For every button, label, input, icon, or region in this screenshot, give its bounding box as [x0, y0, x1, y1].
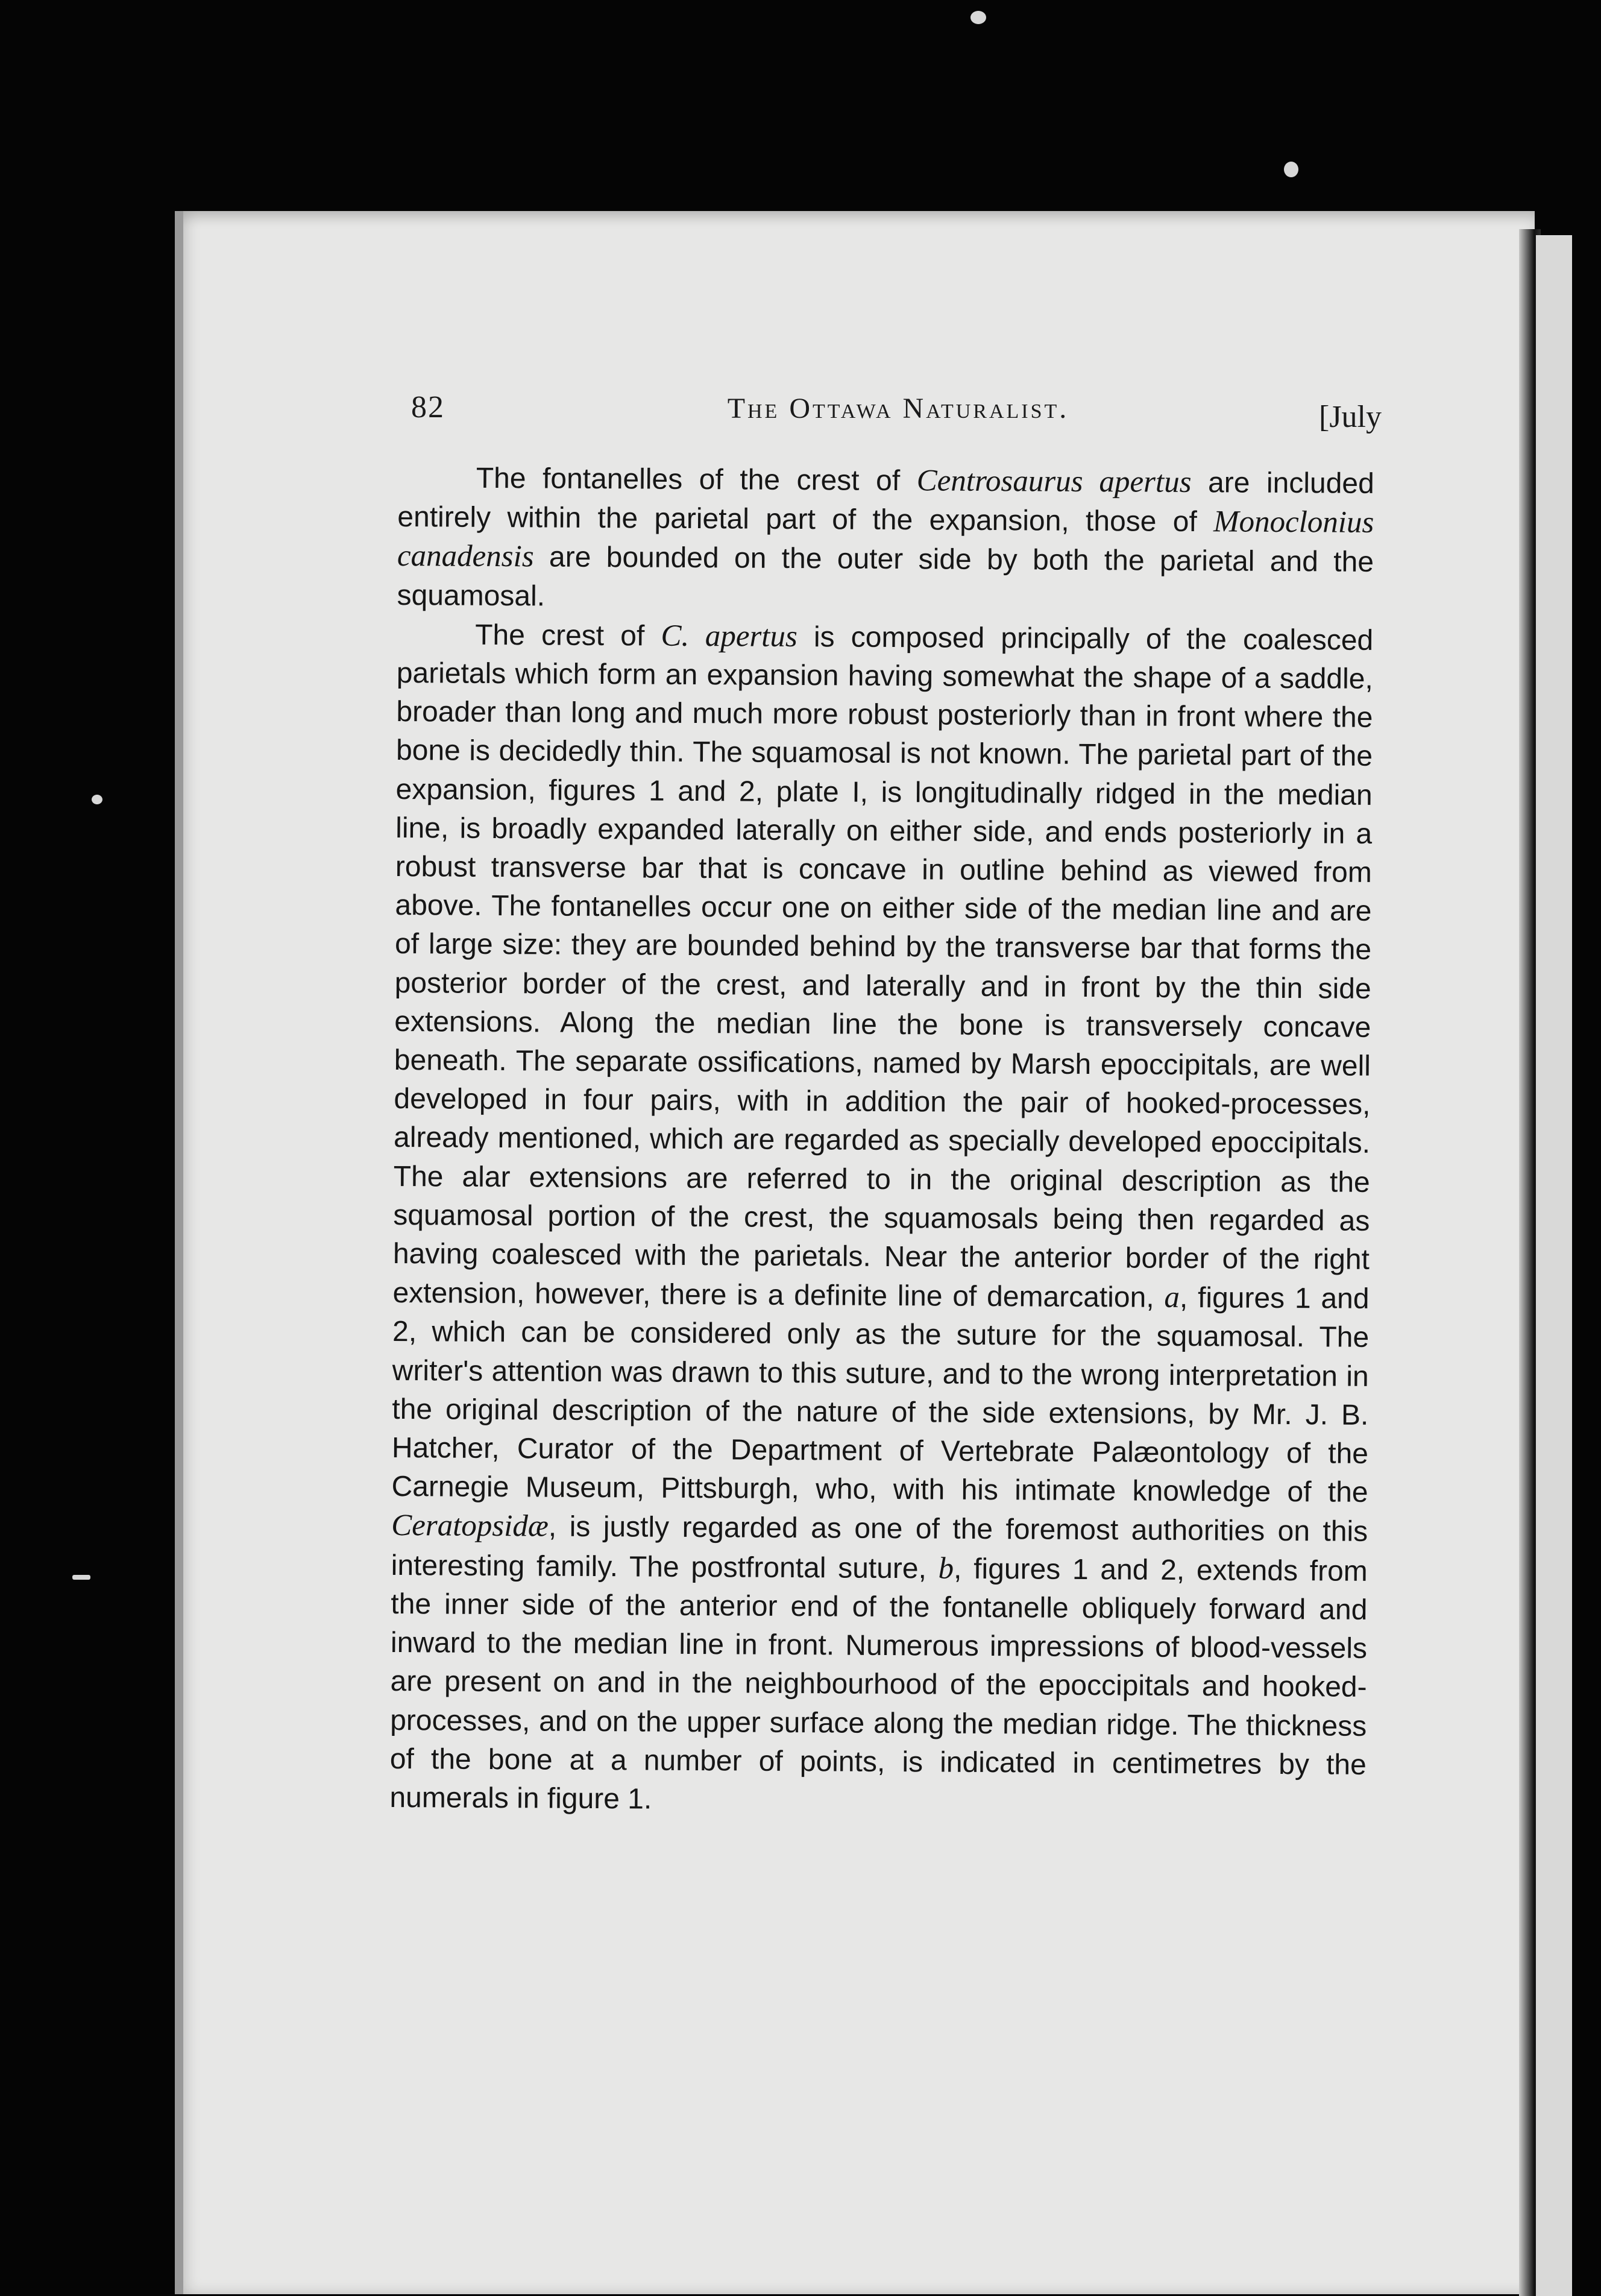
- text-segment: are included entirely within the parietal part of the expansion, those of: [397, 467, 1374, 538]
- text-segment: The crest of: [475, 619, 661, 652]
- text-segment: are bounded on the outer side by both the parietal and the squamosal.: [397, 541, 1374, 613]
- text-segment: The fontanelles of the crest of: [476, 462, 917, 497]
- page-edge: [175, 211, 183, 2294]
- page-number: 82: [411, 390, 445, 424]
- dust-speck: [1284, 162, 1298, 177]
- text-segment: is composed principally of the coalesced parietals which form an expansion having somewhat the shape of a saddle, broader than long and much more robust posteriorly than in front where the bone is decidedly thin. The squamosal is not known. The parietal part of the expansion, figures 1 and 2, plate I, is longitudinally ridged in the median line, is broadly expanded laterally on either side, and ends posteriorly in a robust transverse bar that is concave in outline behind as viewed from above. The fontanelles occur one on either side of the median line and are of large size: they are bounded behind by the transverse bar that forms the posterior border of the crest, and laterally and in front by the thin side extensions. Along the median line the bone is transversely concave beneath. The separate ossifications, named by Marsh epoccipitals, are well developed in four pairs, with in addition the pair of hooked-processes, already mentioned, which are regarded as specially developed epoccipitals. The alar extensions are referred to in the original description as the squamosal portion of the crest, the squamosals being then regarded as having coalesced with the parietals. Near the anterior border of the right extension, however, there is a definite line of demarcation,: [392, 620, 1374, 1314]
- dust-speck: [92, 795, 102, 804]
- species-name: Monoclonius canadensis: [397, 505, 1374, 574]
- body-text: [389, 458, 1374, 1823]
- figure-letter: a: [1164, 1281, 1180, 1315]
- species-name: Centrosaurus apertus: [916, 464, 1192, 500]
- species-name: C. apertus: [661, 619, 797, 654]
- facing-page-edge: [1536, 235, 1572, 2296]
- paragraph-1: [397, 458, 1374, 621]
- issue-month: [July: [1319, 400, 1382, 434]
- family-name: Ceratopsidæ: [391, 1509, 549, 1544]
- text-segment: , is justly regarded as one of the foremost authorities on this interesting family. The postfrontal suture,: [391, 1511, 1368, 1585]
- dust-speck: [970, 11, 986, 24]
- text-segment: , figures 1 and 2, extends from the inner side of the anterior end of the fontanelle obliquely forward and inward to the median line in front. Numerous impressions of blood-vessels are present on and in the neighbourhood of the epoccipitals and hooked-processes, and on the upper surface along the median ridge. The thickness of the bone at a number of points, is indicated in centimetres by the numerals in figure 1.: [389, 1553, 1368, 1815]
- running-head: [404, 386, 1392, 440]
- journal-title: The Ottawa Naturalist.: [727, 393, 1069, 424]
- paragraph-2: [389, 615, 1373, 1823]
- figure-letter: b: [938, 1551, 954, 1586]
- dust-speck: [72, 1575, 90, 1580]
- text-segment: , figures 1 and 2, which can be considered only as the suture for the squamosal. The writer's attention was drawn to this suture, and to the wrong interpretation in the original description of the nature of the side extensions, by Mr. J. B. Hatcher, Curator of the Department of Vertebrate Palæontology of the Carnegie Museum, Pittsburgh, who, with his intimate knowledge of the: [391, 1282, 1370, 1509]
